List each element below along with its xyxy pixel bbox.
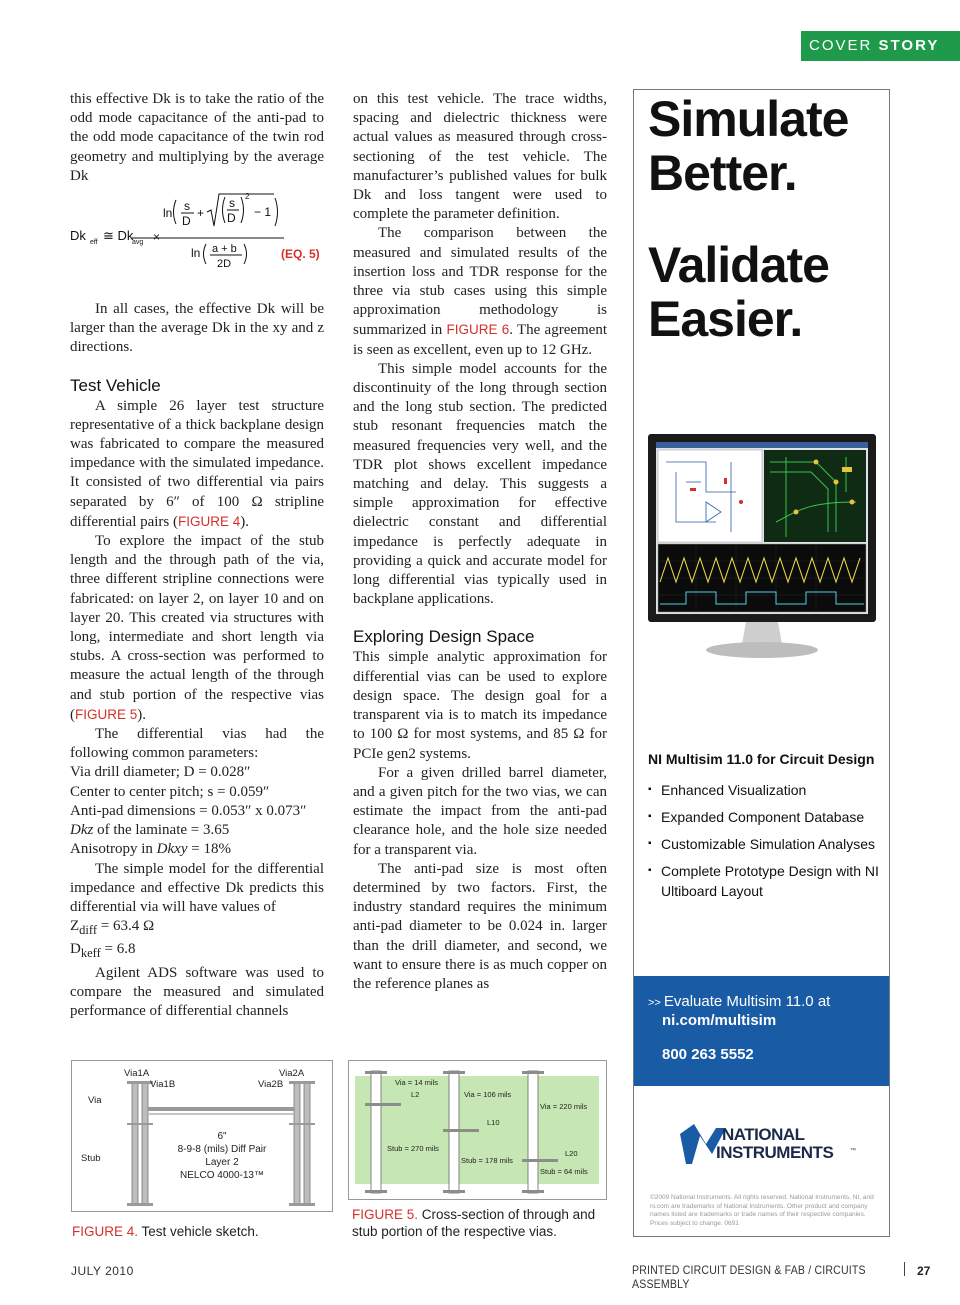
ad-h2-line1: Validate (648, 237, 829, 293)
ni-logo-line2: INSTRUMENTS (716, 1143, 834, 1162)
p3-text-a: A simple 26 layer test structure representative of a thick backplane design was fabricated to compare the measured impedance with the simulated impedance. It consisted of two differential via pairs separated by 6″ of 100 Ω stripline differential pairs ( (70, 397, 324, 530)
eq-minus-one: − 1 (254, 205, 272, 220)
figure-4-caption (72, 1223, 332, 1240)
fig5-label-l10: L10 (487, 1118, 500, 1127)
ad-legal-text: ©2009 National Instruments. All rights reserved. National Instruments, NI, and ni.com are trademarks of National Instruments. Other product and company names listed are trademarks or trade names of their respective companies. Prices subject to change. 0691 (650, 1194, 874, 1227)
col2-paragraph-3: This simple model accounts for the discontinuity of the long through section and the long stub section. The predicted stub resonant frequencies match the measured frequencies very well, and the TDR plot shows excellent impedance matching and delay. This suggests a simple approximation for effective dielectric constant and differential impedance is perfectly adequate in providing a quick and accurate model for long differential vias typically used in backplane applications. (353, 360, 607, 608)
col1-paragraph-7: Agilent ADS software was used to compare the measured and simulated performance of differential channels (70, 964, 324, 1019)
fig5-label-via2: Via = 106 mils (464, 1090, 512, 1099)
via2b-barrel (304, 1083, 310, 1205)
chevron-right-icon: >> (648, 997, 661, 1009)
fig5-via-1 (371, 1071, 381, 1193)
ad-subheading: NI Multisim 11.0 for Circuit Design (648, 751, 875, 767)
eq-times: × (153, 230, 161, 245)
cover-tag-b: STORY (878, 37, 940, 54)
col2-paragraph-2 (353, 224, 607, 359)
fig4-label-pair: 8-9-8 (mils) Diff Pair (177, 1144, 267, 1155)
footer-date: JULY 2010 (71, 1264, 134, 1278)
fig4-label-length: 6" (217, 1131, 227, 1142)
dkeff-value: = 6.8 (100, 941, 136, 958)
result-zdiff (70, 917, 324, 940)
fig5-label-l2: L2 (411, 1090, 420, 1099)
fig4-label-via: Via (88, 1095, 102, 1106)
ad-feature-item: ▪ Complete Prototype Design with NI Ultiboard Layout (648, 861, 883, 901)
col2-paragraph-1: on this test vehicle. The trace widths, spacing and dielectric thickness were actual values as measured through cross-sectioning of the test vehicle. The manufacturer’s published values for bulk Dk and loss tangent were used to complete the parameter definition. (353, 91, 607, 223)
heading-exploring-design-space: Exploring Design Space (353, 627, 535, 647)
eq-square: 2 (245, 192, 250, 202)
ad-feature-item: ▪ Customizable Simulation Analyses (648, 834, 883, 854)
ad-call-to-action-panel (634, 976, 889, 1086)
ad-headline-2 (648, 238, 829, 346)
col2-p2-b: . The agreement is seen as excellent, even up to 12 GHz. (353, 322, 608, 358)
ad-headline-1 (648, 92, 848, 200)
monitor-stand (706, 642, 818, 658)
ad-cta-text: Evaluate Multisim 11.0 at (663, 993, 831, 1010)
fig5-label-stub3: Stub = 64 mils (540, 1167, 588, 1176)
via1b-barrel (142, 1083, 148, 1205)
eq-ab: a + b (212, 243, 237, 256)
ad-h1-line1: Simulate (648, 91, 849, 147)
param-aniso-a: Anisotropy in (70, 841, 157, 858)
eq-plus: + (197, 206, 205, 221)
schematic-window (658, 450, 762, 542)
col1-paragraph-6: The simple model for the differential impedance and effective Dk predicts this differential via will have values of (70, 860, 324, 915)
fig5-caption-label: FIGURE 5. (352, 1207, 419, 1222)
fig4-label-layer: Layer 2 (205, 1157, 239, 1168)
col1-paragraph-4 (70, 532, 324, 725)
fig5-label-via3: Via = 220 mils (540, 1102, 588, 1111)
param-dkz (70, 821, 324, 840)
ni-logo-line1: NATIONAL (722, 1125, 805, 1144)
fig4-label-stub: Stub (81, 1153, 101, 1164)
eq-paren-open (174, 200, 177, 224)
col2-paragraph-6: The anti-pad size is most often determined by two factors. First, the industry standard requires the minimum anti-pad diameter to be 0.024 in. larger than the drill diameter, and second, we want to ensure there is as much copper on the reference planes as (353, 860, 607, 992)
figure-5-ref[interactable]: FIGURE 5 (75, 706, 138, 722)
fig4-label-via1b: Via1B (150, 1079, 176, 1090)
eq-2d: 2D (217, 258, 232, 271)
eq-ln-bottom: ln (191, 246, 201, 261)
result-dkeff (70, 940, 324, 963)
ad-h1-line2: Better. (648, 145, 797, 201)
eq-paren-bottom-close (244, 244, 247, 264)
param-antipad: Anti-pad dimensions = 0.053″ x 0.073″ (70, 802, 307, 819)
fig5-label-via1: Via = 14 mils (395, 1078, 439, 1087)
figure-5 (348, 1060, 607, 1200)
cover-story-tag (801, 31, 960, 61)
param-pitch: Center to center pitch; s = 0.059″ (70, 783, 270, 800)
col1-paragraph-5: The differential vias had the following common parameters: (70, 726, 324, 762)
figure-4-ref[interactable]: FIGURE 4 (178, 513, 241, 529)
fig4-label-via2b: Via2B (258, 1079, 284, 1090)
figure-5-crosssection (349, 1061, 606, 1199)
ad-feature-list (648, 780, 883, 908)
zdiff-symbol: Z (70, 918, 80, 935)
fig5-via-3 (528, 1071, 538, 1193)
figure-5-caption (352, 1206, 610, 1240)
monitor-neck (742, 622, 782, 644)
ad-h2-line2: Easier. (648, 291, 803, 347)
p4-text-a: To explore the impact of the stub length and the through path of the via, three different stripline connections were fabricated: on layer 2, on layer 10 and on layer 20. This created via structures with long, intermediate and short length via stubs. A cross-section was performed to measure the actual length of the through and stub portion of the respective vias ( (70, 533, 324, 723)
param-drill: Via drill diameter; D = 0.028″ (70, 764, 251, 781)
p4-text-b: ). (137, 706, 147, 723)
fig4-caption-text: Test vehicle sketch. (138, 1224, 259, 1239)
footer-page-number: 27 (917, 1264, 931, 1278)
fig5-label-l20: L20 (565, 1149, 578, 1158)
eq-d1: D (182, 214, 191, 229)
fig4-label-via2a: Via2A (279, 1068, 305, 1079)
param-dkz-val: of the laminate = 3.65 (93, 822, 230, 839)
dkeff-symbol: D (70, 941, 81, 958)
cover-tag-a: COVER (809, 37, 879, 54)
ad-feature-item: ▪ Enhanced Visualization (648, 780, 883, 800)
ad-url-link[interactable]: ni.com/multisim (662, 1012, 777, 1029)
fig4-caption-label: FIGURE 4. (72, 1224, 139, 1239)
fig4-label-material: NELCO 4000-13™ (180, 1170, 264, 1181)
fig5-label-stub2: Stub = 178 mils (461, 1156, 513, 1165)
figure-4 (71, 1060, 333, 1212)
ad-phone-number[interactable]: 800 263 5552 (662, 1046, 754, 1063)
col2-p2-a: The comparison between the measured and simulated results of the insertion loss and TDR response for the three via stub cases using this simple approximation methodology is summarized in (353, 225, 607, 339)
param-aniso-val: = 18% (187, 841, 231, 858)
ad-feature-item: ▪ Expanded Component Database (648, 807, 883, 827)
fig4-label-via1a: Via1A (124, 1068, 150, 1079)
app-titlebar (656, 442, 868, 448)
ad-cta-line (648, 992, 830, 1013)
via2a-barrel (294, 1083, 300, 1205)
dkeff-sub: keff (80, 946, 101, 961)
col1-paragraph-3 (70, 397, 324, 532)
footer-magazine-title: PRINTED CIRCUIT DESIGN & FAB / CIRCUITS ASSEMBLY (632, 1263, 866, 1291)
param-dkz-var: Dkz (70, 822, 94, 839)
equation-5-graphic (70, 190, 324, 290)
eq-avg-sub: avg (132, 239, 144, 247)
eq-lhs: Dk (70, 228, 86, 244)
figure-6-ref[interactable]: FIGURE 6 (446, 322, 510, 338)
fig5-label-stub1: Stub = 270 mils (387, 1144, 439, 1153)
ni-multisim-advertisement (633, 89, 890, 1237)
col2-paragraph-4: This simple analytic approximation for differential vias can be used to explore design space. The design goal for a transparent via is to match its impedance to 100 Ω for most systems, and 85 Ω for PCIe gen2 systems. (353, 649, 607, 762)
col1-paragraph-1: this effective Dk is to take the ratio of the odd mode capacitance of the anti-pad to the odd mode capacitance of the twin rod geometry and multiplying by the average Dk (70, 91, 324, 184)
eq-paren-inner-open (223, 197, 226, 223)
national-instruments-logo (676, 1120, 866, 1170)
monitor-image (646, 432, 878, 664)
heading-test-vehicle: Test Vehicle (70, 375, 161, 395)
eq-paren-bottom-open (204, 244, 207, 264)
ni-logo-tm: ™ (850, 1148, 856, 1154)
col1-paragraph-2: In all cases, the effective Dk will be larger than the average Dk in the xy and z directions. (70, 301, 324, 356)
footer-separator (904, 1262, 905, 1276)
col2-paragraph-5: For a given drilled barrel diameter, and a given pitch for the two vias, we can estimate the impact from the anti-pad clearance hole, and the hole size needed for a transparent via. (353, 764, 607, 858)
zdiff-value: = 63.4 Ω (97, 918, 155, 935)
eq-paren-inner-close (241, 197, 244, 223)
article-column-1 (70, 90, 324, 1021)
eq-d2: D (227, 211, 236, 226)
eq-approx: ≅ Dk (103, 228, 134, 244)
param-aniso-var: Dkxy (156, 841, 188, 858)
zdiff-sub: diff (79, 923, 97, 938)
eq-paren-close (275, 198, 278, 226)
eq-ln-top: ln (163, 206, 173, 221)
eq-label: (EQ. 5) (281, 247, 320, 262)
article-column-2 (353, 90, 607, 994)
fig5-caption-text: Cross-section of through and stub portion of the respective vias. (352, 1207, 596, 1239)
equation-5 (70, 190, 324, 290)
p3-text-b: ). (240, 513, 250, 530)
eq-s1: s (184, 199, 190, 214)
figure-4-sketch (72, 1061, 332, 1211)
eq-lhs-sub: eff (90, 239, 98, 247)
via1a-barrel (132, 1083, 138, 1205)
eq-s2: s (229, 196, 235, 211)
param-anisotropy (70, 840, 324, 859)
